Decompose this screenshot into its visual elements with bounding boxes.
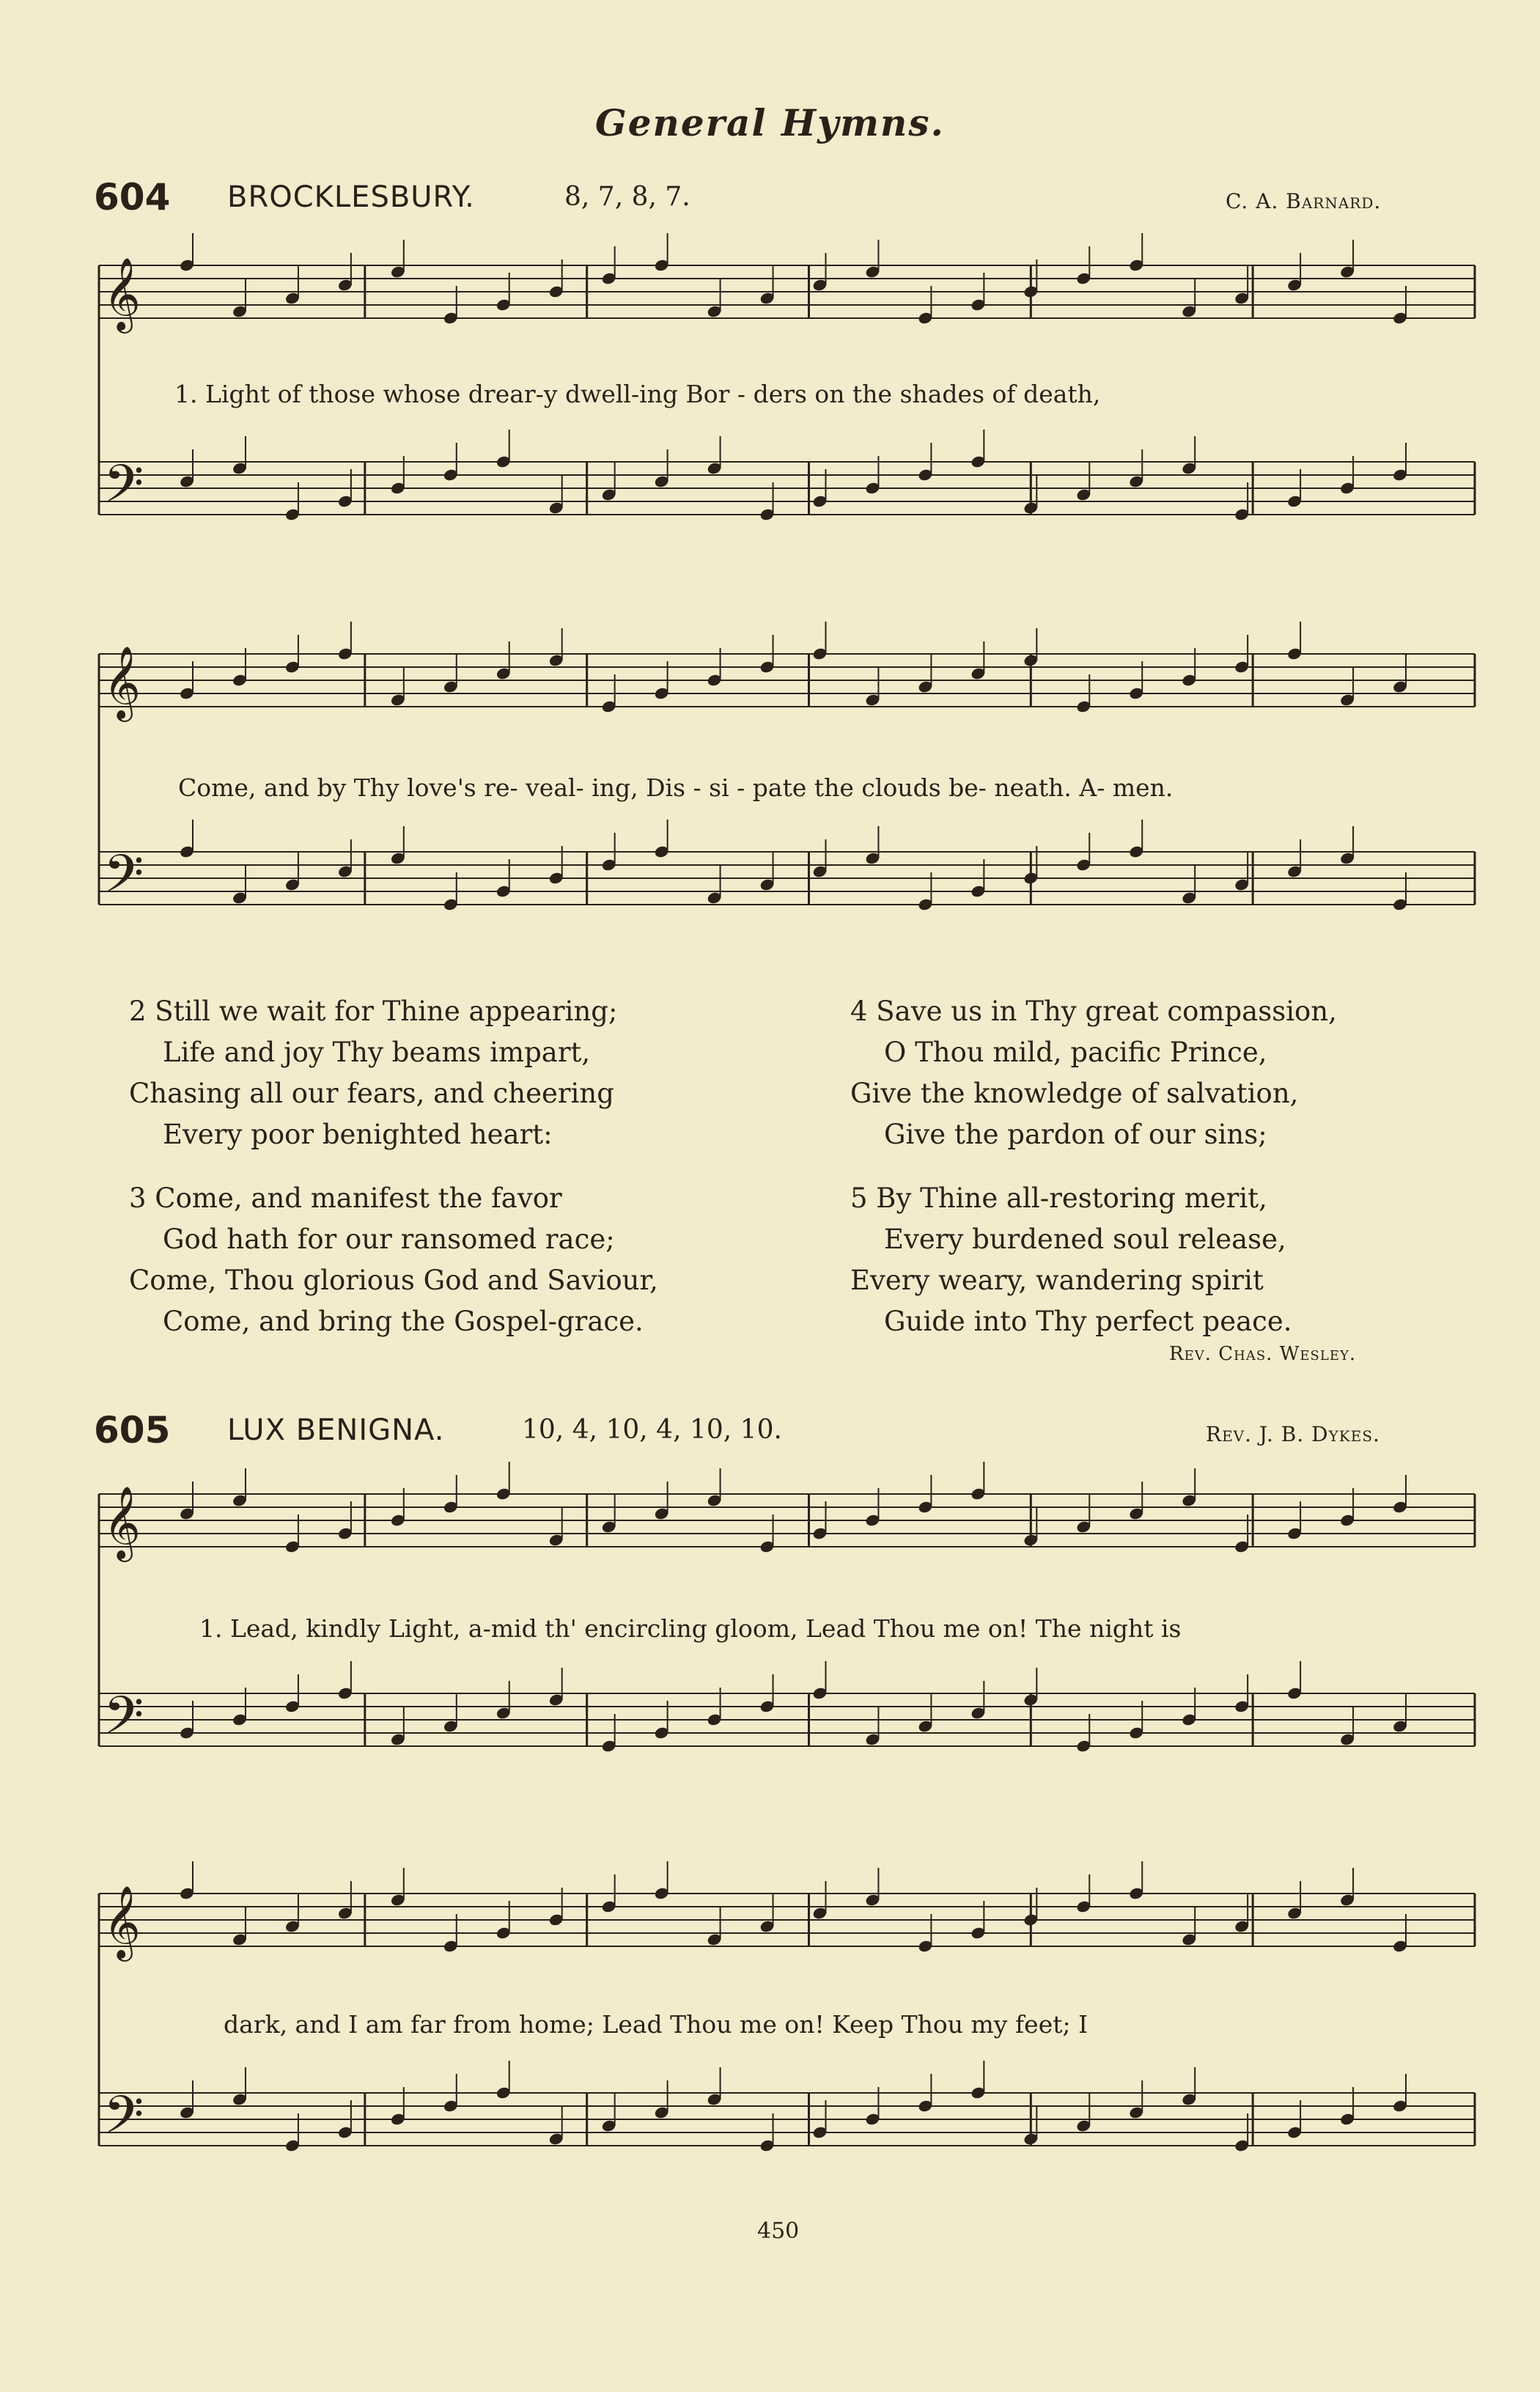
- treble-clef-icon: 𝄞: [103, 1486, 141, 1559]
- verse-line: 3 Come, and manifest the favor: [129, 1182, 562, 1214]
- verse-line: Every burdened soul release,: [884, 1223, 1286, 1255]
- page-header-title: General Hymns.: [595, 101, 945, 144]
- bass-clef-icon: 𝄢: [103, 454, 144, 527]
- treble-clef-icon: 𝄞: [103, 646, 141, 719]
- verse-line: Every poor benighted heart:: [163, 1119, 553, 1150]
- bass-clef-icon: 𝄢: [103, 2085, 144, 2158]
- hymn-604-lyric-line-1: 1. Light of those whose drear-y dwell-ing Bor - ders on the shades of death,: [174, 380, 1101, 408]
- verse-line: 4 Save us in Thy great compassion,: [850, 996, 1337, 1027]
- verse-line: Give the knowledge of salvation,: [850, 1078, 1299, 1109]
- page-number: 450: [757, 2218, 800, 2244]
- verse-line: Life and joy Thy beams impart,: [163, 1037, 591, 1068]
- verse-line: Every weary, wandering spirit: [850, 1265, 1264, 1296]
- bass-clef-icon: 𝄢: [103, 844, 144, 917]
- hymn-605-tune-name: LUX BENIGNA.: [227, 1413, 445, 1447]
- verse-4: [850, 991, 1337, 1155]
- hymn-604-lyric-line-2: Come, and by Thy love's re- veal- ing, Dis - si - pate the clouds be- neath. A- men.: [178, 773, 1174, 802]
- treble-clef-icon: 𝄞: [103, 1885, 141, 1959]
- bass-clef-icon: 𝄢: [103, 1685, 144, 1759]
- verse-line: Give the pardon of our sins;: [884, 1119, 1267, 1150]
- hymn-604-number: 604: [94, 176, 171, 218]
- treble-clef-icon: 𝄞: [103, 257, 141, 331]
- hymn-605-number: 605: [94, 1409, 171, 1451]
- hymn-604-tune-name: BROCKLESBURY.: [227, 180, 475, 214]
- hymn-605-lyric-line-2: dark, and I am far from home; Lead Thou me on! Keep Thou my feet; I: [224, 2010, 1088, 2039]
- verse-line: O Thou mild, pacific Prince,: [884, 1037, 1267, 1068]
- verse-line: 5 By Thine all-restoring merit,: [850, 1182, 1267, 1214]
- verse-line: Come, Thou glorious God and Saviour,: [129, 1265, 658, 1296]
- hymn-605-composer: Rev. J. B. Dykes.: [1206, 1422, 1380, 1446]
- verse-line: 2 Still we wait for Thine appearing;: [129, 996, 618, 1027]
- verse-line: Guide into Thy perfect peace.: [884, 1306, 1292, 1337]
- hymn-604-author: Rev. Chas. Wesley.: [1169, 1343, 1357, 1365]
- hymn-605-meter: 10, 4, 10, 4, 10, 10.: [522, 1415, 782, 1445]
- verse-5: [850, 1178, 1292, 1342]
- verse-2: [129, 991, 617, 1155]
- verse-3: [129, 1178, 658, 1342]
- verse-line: Chasing all our fears, and cheering: [129, 1078, 614, 1109]
- verse-line: Come, and bring the Gospel-grace.: [163, 1306, 644, 1337]
- hymn-604-meter: 8, 7, 8, 7.: [564, 182, 690, 212]
- hymn-604-composer: C. A. Barnard.: [1226, 189, 1382, 213]
- verse-line: God hath for our ransomed race;: [163, 1223, 615, 1255]
- hymn-605-lyric-line-1: 1. Lead, kindly Light, a-mid th' encircling gloom, Lead Thou me on! The night is: [199, 1614, 1182, 1643]
